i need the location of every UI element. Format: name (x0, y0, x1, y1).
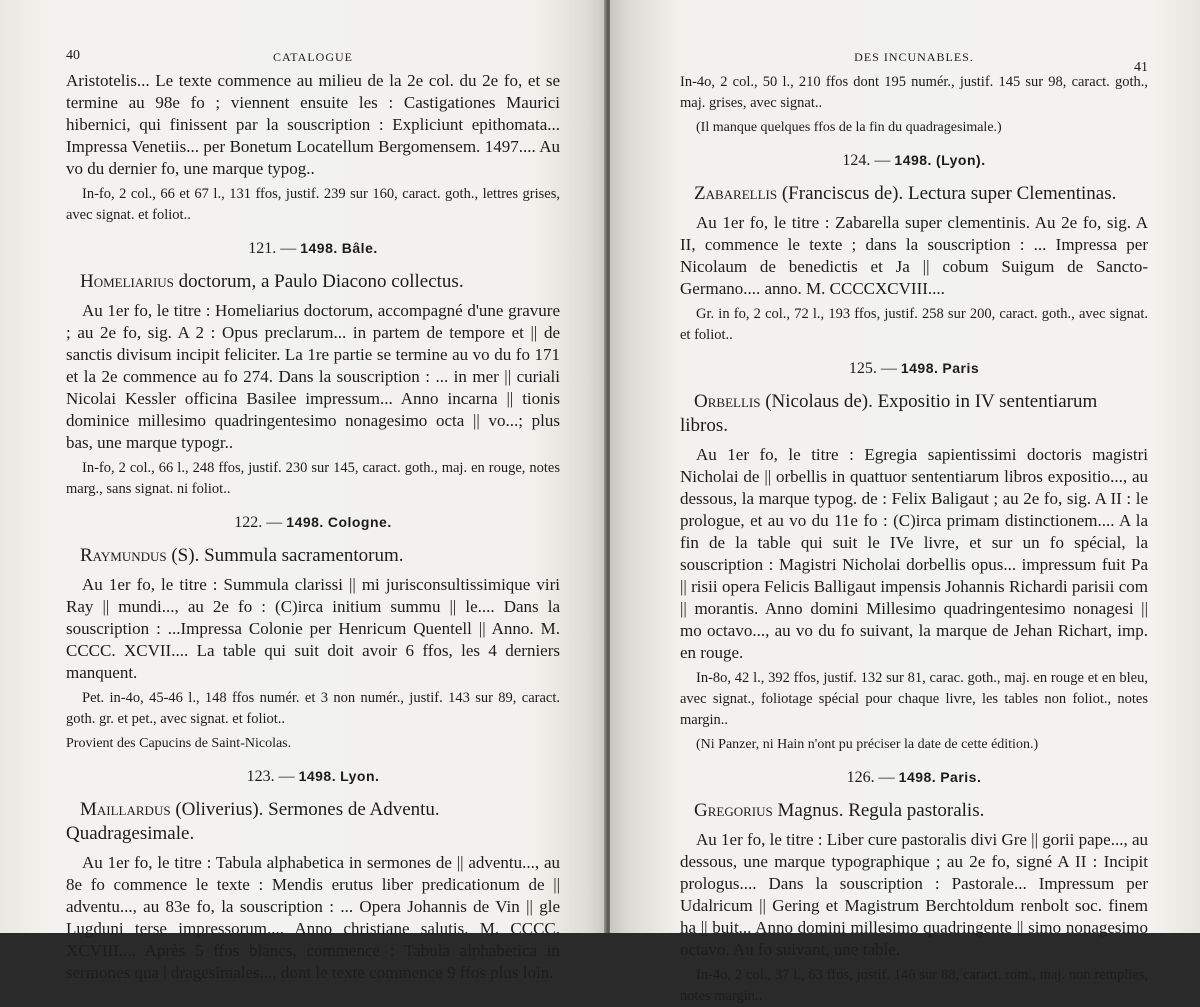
entry-124-title (680, 182, 1148, 206)
entry-city: Paris (942, 360, 980, 376)
entry-126-title (680, 799, 1148, 823)
entry-124-text: Au 1er fo, le titre : Zabarella super clementinis. Au 2e fo, sig. A II, commence le texte ; dans la souscription : ... Impressa per Nicolaum de benedictis et Ja || cobum Suigum de Sancto-Germano.... anno. M. CCCCXCVIII.... (680, 213, 1148, 298)
entry-121-description: In-fo, 2 col., 66 l., 248 ffos, justif. 230 sur 145, caract. goth., maj. en rouge, notes marg., sans signat. ni foliot.. (66, 460, 560, 497)
entry-126-text: Au 1er fo, le titre : Liber cure pastoralis divi Gre || gorii pape..., au dessous, une marque typographique ; au 2e fo, signé A II : Incipit prologus.... Dans la souscription : Pastorale... Impressum per Udalricum || Gering et Magistrum Berchtoldum renbolt soc. finem ha || buit... Anno domini millesimo quadringente || simo nonagesimo octavo. Au fo suivant, une table. (680, 830, 1148, 959)
left-running-head (66, 48, 560, 70)
entry-126-description: In-4o, 2 col., 37 l., 63 ffos, justif. 146 sur 88, caract. rom., maj. non remplies, notes margin.. (680, 967, 1148, 1004)
right-page-number: 41 (1134, 60, 1148, 75)
entry-year: 1498. (900, 360, 939, 376)
entry-122-heading (66, 514, 560, 532)
entry-city: Paris. (940, 769, 982, 785)
continuation-description: In-fo, 2 col., 66 et 67 l., 131 ffos, justif. 239 sur 160, caract. goth., lettres grises, avec signat. et foliot.. (66, 186, 560, 223)
entry-124-description: Gr. in fo, 2 col., 72 l., 193 ffos, justif. 258 sur 200, caract. goth., avec signat. et foliot.. (680, 306, 1148, 343)
entry-year: 1498. (894, 152, 932, 168)
entry-123-text: Au 1er fo, le titre : Tabula alphabetica in sermones de || adventu..., au 8e fo commence le texte : Mendis erutus liber predicationum de || adventu..., au 83e fo, la souscription : ... Opera Johannis de Vin || gle Lugduni terse impressorum.... Anno christiane salutis. M. CCCC. XCVIII.... Après 5 ffos blancs, commence : Tabula alphabetica in sermones qua | dragesimales..., dont le texte commence 9 ffos plus loin. (66, 853, 560, 982)
entry-year: 1498. (298, 768, 337, 784)
entry-122-text: Au 1er fo, le titre : Summula clarissi || mi jurisconsultissimique viri Ray || mundi..., au 2e fo : (C)irca initium summu || le.... Dans la souscription : ...Impressa Colonie per Henricum Quentell || Anno. M. CCCC. XCVII.... La table qui suit doit avoir 6 ffos, les 4 derniers manquent. (66, 575, 560, 682)
entry-122-description: Pet. in-4o, 45-46 l., 148 ffos numér. et 3 non numér., justif. 143 sur 89, caract. goth. gr. et pet., avec signat. et foliot.. (66, 690, 560, 727)
entry-125-title (680, 390, 1148, 438)
continuation-note: (Il manque quelques ffos de la fin du quadragesimale.) (696, 120, 1002, 135)
entry-121-text: Au 1er fo, le titre : Homeliarius doctorum, accompagné d'une gravure ; au 2e fo, sig. A 2 : Opus preclarum... in partem de tempore et || de sanctis divisum incipit feliciter. La 1re partie se termine au vo du fo 171 et la 2e commence au fo 274. Dans la souscription : ... in mer || curiali Nicolai Kessler officina Basilee impressum... Anno incarna || tionis dominice millesimo quadringentesimo nonagesimo octa || vo...; plus bas, une marque typogr.. (66, 301, 560, 452)
entry-125-heading (680, 360, 1148, 378)
entry-125-text: Au 1er fo, le titre : Egregia sapientissimi doctoris magistri Nicholai de || orbellis in quattuor sententiarum libros expositio..., au dessous, la marque typog. de : Felix Baligaut ; au 2e fo, sig. A II : le prologue, et au vo du 11e fo : (C)irca primam distinctionem.... A la fin de la table qui suit le IVe livre, et sur un fo spécial, la souscription : Magistri Nicholai dorbellis opus... impressum fuit Pa || risii opera Felicis Balligaut impensis Johannis Richardi parisii com || morantis. Anno domini Millesimo quadringentesimo nonagesi || mo octavo..., au vo du fo suivant, la marque de Jehan Richart, imp. en rouge. (680, 445, 1148, 662)
right-running-head (680, 48, 1148, 75)
entry-number: 126. — (846, 769, 895, 786)
right-running-title: DES INCUNABLES. (854, 50, 974, 64)
entry-title-rest: (Nicolaus de). Expositio in IV sententiarum libros. (680, 391, 1098, 436)
entry-number: 121. — (248, 240, 297, 257)
entry-author: Raymundus (80, 545, 167, 566)
entry-year: 1498. (898, 769, 937, 785)
entry-121-title (66, 270, 560, 294)
entry-125-description: In-8o, 42 l., 392 ffos, justif. 132 sur 81, carac. goth., maj. en rouge et en bleu, avec signat., foliotage spécial pour chaque livre, les tables non foliot., notes margin.. (680, 670, 1148, 728)
entry-author: Zabarellis (694, 183, 778, 204)
entry-author: Homeliarius (80, 271, 174, 292)
entry-city: Lyon. (340, 768, 380, 784)
entry-125-note: (Ni Panzer, ni Hain n'ont pu préciser la date de cette édition.) (696, 737, 1039, 752)
left-running-title: CATALOGUE (272, 50, 354, 64)
entry-126-heading (680, 769, 1148, 787)
left-page-number: 40 (66, 48, 80, 63)
entry-author: Gregorius (694, 800, 773, 821)
entry-author: Orbellis (694, 391, 761, 412)
entry-number: 122. — (234, 514, 283, 531)
right-page (610, 0, 1200, 1004)
left-page (0, 0, 606, 982)
entry-title-rest: (S). Summula sacramentorum. (166, 545, 404, 566)
continuation-description: In-4o, 2 col., 50 l., 210 ffos dont 195 numér., justif. 145 sur 98, caract. goth., maj. grises, avec signat.. (680, 74, 1148, 111)
continuation-text: Aristotelis... Le texte commence au milieu de la 2e col. du 2e fo, et se termine au 98e fo ; viennent ensuite les : Castigationes Maurici hibernici, qui finissent par la souscription : Expliciunt epithomata... Impressa Venetiis... per Bonetum Locatellum Bergomensem. 1497.... Au vo du dernier fo, une marque typog.. (66, 71, 560, 178)
entry-number: 124. — (842, 152, 891, 169)
entry-title-rest: Magnus. Regula pastoralis. (772, 800, 985, 821)
entry-city: (Lyon). (935, 152, 986, 168)
entry-title-rest: (Franciscus de). Lectura super Clementinas. (777, 183, 1117, 204)
entry-title-rest: (Oliverius). Sermones de Adventu. Quadragesimale. (66, 799, 440, 844)
entry-title-rest: doctorum, a Paulo Diacono collectus. (173, 271, 464, 292)
entry-city: Bâle. (341, 240, 378, 256)
entry-number: 125. — (848, 360, 897, 377)
entry-city: Cologne. (327, 514, 392, 530)
entry-author: Maillardus (80, 799, 171, 820)
entry-number: 123. — (246, 768, 295, 785)
entry-122-title (66, 544, 560, 568)
entry-123-title (66, 798, 560, 846)
entry-123-heading (66, 768, 560, 786)
entry-124-heading (680, 152, 1148, 170)
entry-121-heading (66, 240, 560, 258)
entry-122-provenance: Provient des Capucins de Saint-Nicolas. (66, 736, 292, 751)
entry-year: 1498. (300, 240, 338, 256)
entry-year: 1498. (286, 514, 324, 530)
